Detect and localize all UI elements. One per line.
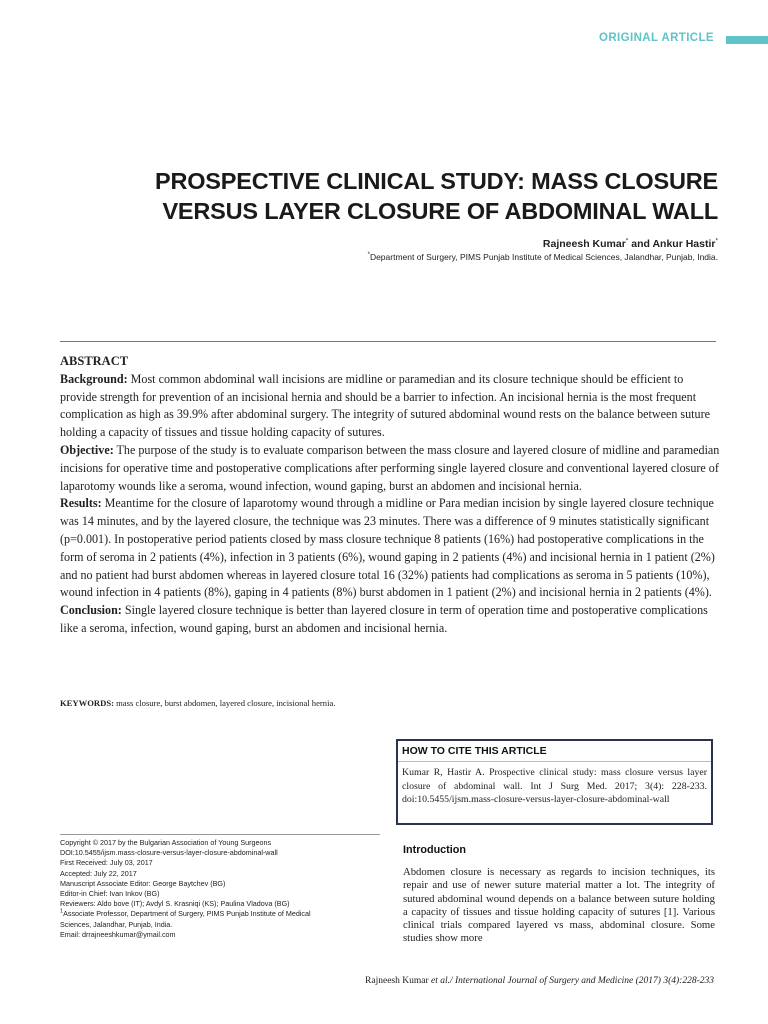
- affiliation-mark: *: [367, 252, 370, 259]
- author-affiliation-mark: *: [715, 237, 718, 245]
- reviewers: Reviewers: Aldo bove (IT); Avdyl S. Krasniqi (KS); Paulina Vladova (BG): [60, 899, 290, 909]
- keywords: [60, 698, 335, 708]
- metadata-divider: [60, 834, 380, 835]
- email-line[interactable]: Email: drrajneeshkumar@ymail.com: [60, 929, 176, 939]
- conclusion-label: Conclusion:: [60, 603, 122, 618]
- introduction-text: Abdomen closure is necessary as regards to incision techniques, its repair and use of newer suture material matter a lot. The integrity of sutured abdominal wound depends on a balance between suture holding a capacity of tissues and tissue holding capacity of sutures [1]. Various clinical trials compared layered vs mass, abdominal closure. Some studies show more: [403, 866, 715, 945]
- abstract-conclusion: [60, 602, 720, 638]
- abstract-background: [60, 371, 720, 442]
- cite-box-title: HOW TO CITE THIS ARTICLE: [402, 745, 547, 757]
- objective-label: Objective:: [60, 442, 114, 457]
- title-line-1: PROSPECTIVE CLINICAL STUDY: MASS CLOSURE: [154, 168, 718, 194]
- affiliation-text: Department of Surgery, PIMS Punjab Institute of Medical Sciences, Jalandhar, Punjab, India.: [369, 252, 718, 262]
- header-accent-bar: [726, 36, 768, 44]
- author-conjunction: and: [628, 238, 653, 250]
- abstract-section: [60, 353, 720, 638]
- background-label: Background:: [60, 371, 128, 386]
- footer-citation: et al./ International Journal of Surgery and Medicine (2017) 3(4):228-233: [428, 976, 714, 986]
- conclusion-text: Single layered closure technique is better than layered closure in term of operation time and postoperative complications like a seroma, infection, wound gaping, burst an abdomen and incisional hernia.: [60, 603, 708, 635]
- introduction-heading: Introduction: [403, 844, 466, 856]
- results-label: Results:: [60, 496, 102, 511]
- cite-box-text: Kumar R, Hastir A. Prospective clinical study: mass closure versus layer closure of abdominal wall. Int J Surg Med. 2017; 3(4): 228-233. doi:10.5455/ijsm.mass-closure-versus-layer-closure-abdominal-wall: [402, 767, 707, 806]
- article-metadata: [60, 838, 380, 940]
- footnote-line-1: Associate Professor, Department of Surgery, PIMS Punjab Institute of Medical: [63, 909, 311, 919]
- associate-editor: Manuscript Associate Editor: George Baytchev (BG): [60, 878, 226, 888]
- author-footnote: [60, 909, 380, 919]
- background-text: Most common abdominal wall incisions are midline or paramedian and its closure technique should be efficient to provide strength for prevention of an incisional hernia and should be a barrier to infection. An incisional hernia is the most frequent complication as high as 39.9% after abdominal surgery. The integrity of sutured abdominal wound rests on the balance between suture holding a capacity of tissues and tissue holding capacity of sutures.: [60, 371, 710, 440]
- page-footer: [365, 976, 714, 986]
- accepted-date: Accepted: July 22, 2017: [60, 868, 137, 878]
- author-name: Rajneesh Kumar: [542, 238, 626, 250]
- abstract-results: [60, 495, 720, 602]
- abstract-objective: [60, 442, 720, 495]
- author-list: [543, 238, 718, 250]
- title-line-2: VERSUS LAYER CLOSURE OF ABDOMINAL WALL: [162, 198, 718, 224]
- author-name: Ankur Hastir: [652, 238, 716, 250]
- footnote-line-2: Sciences, Jalandhar, Punjab, India.: [60, 919, 173, 929]
- abstract-heading: ABSTRACT: [60, 354, 129, 368]
- doi-line[interactable]: DOI:10.5455/ijsm.mass-closure-versus-layer-closure-abdominal-wall: [60, 848, 278, 858]
- cite-box-divider: [398, 761, 711, 762]
- article-title: [100, 166, 718, 226]
- how-to-cite-box: [396, 739, 713, 825]
- copyright-line: Copyright © 2017 by the Bulgarian Association of Young Surgeons: [60, 838, 272, 847]
- footnote-mark: 1: [60, 909, 64, 916]
- footer-author: Rajneesh Kumar: [365, 976, 429, 986]
- results-text: Meantime for the closure of laparotomy wound through a midline or Para median incision by single layered closure technique was 14 minutes, and by the layered closure, the technique was 23 minutes. There was a difference of 9 minutes statistically significant (p=0.001). In postoperative period patients closed by mass closure technique 8 patients (16%) had postoperative complications in the form of seroma in 2 patients (4%), infection in 3 patients (6%), wound gaping in 2 patients (4%) and incisional hernia in 1 patient (2%) and no patient had burst abdomen whereas in layered closure total 16 (32%) patients had complications as seroma in 5 patients (10%), wound infection in 4 patients (8%), gaping in 4 patients (8%) burst abdomen in 1 patient (2%) and incisional hernia in 2 patients (4%).: [60, 496, 715, 600]
- objective-text: The purpose of the study is to evaluate comparison between the mass closure and layered closure of midline and paramedian incisions for operative time and postoperative complications after performing single layered closure and conventional layered closure of laparotomy wounds like a seroma, wound infection, wound gaping, burst an abdomen and incisional hernia.: [60, 442, 720, 493]
- article-type-label: ORIGINAL ARTICLE: [598, 32, 714, 44]
- author-affiliation: [368, 252, 718, 262]
- keywords-label: KEYWORDS:: [60, 698, 114, 708]
- author-affiliation-mark: *: [625, 237, 629, 245]
- section-divider: [60, 341, 716, 342]
- keywords-text: mass closure, burst abdomen, layered closure, incisional hernia.: [113, 698, 336, 708]
- editor-in-chief: Editor-in Chief: Ivan Inkov (BG): [60, 889, 160, 899]
- received-date: First Received: July 03, 2017: [60, 858, 153, 868]
